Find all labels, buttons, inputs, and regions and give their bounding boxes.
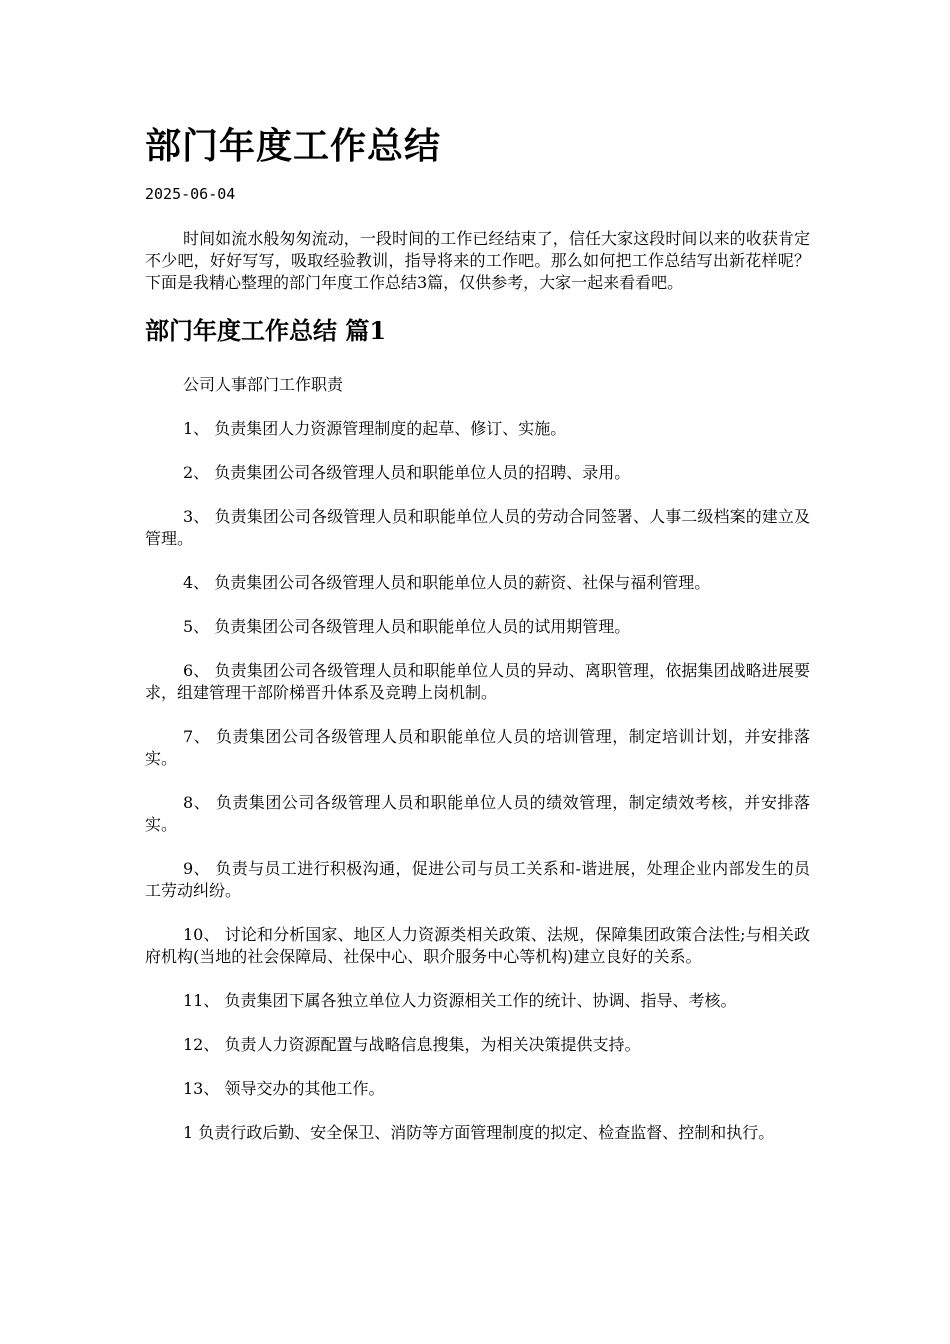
duty-item-10: 10、 讨论和分析国家、地区人力资源类相关政策、法规，保障集团政策合法性;与相关政府机构(当地的社会保障局、社保中心、职介服务中心等机构)建立良好的关系。 xyxy=(145,925,810,966)
document-title: 部门年度工作总结 xyxy=(145,125,442,167)
duty-item-1: 1、 负责集团人力资源管理制度的起草、修订、实施。 xyxy=(183,419,567,438)
publish-date: 2025-06-04 xyxy=(145,185,236,203)
document-body xyxy=(145,228,810,1166)
duty-item-3: 3、 负责集团公司各级管理人员和职能单位人员的劳动合同签署、人事二级档案的建立及管理。 xyxy=(145,507,810,548)
duty-item-4: 4、 负责集团公司各级管理人员和职能单位人员的薪资、社保与福利管理。 xyxy=(183,573,711,592)
duty-item-11: 11、 负责集团下属各独立单位人力资源相关工作的统计、协调、指导、考核。 xyxy=(183,991,737,1010)
subtitle-paragraph: 公司人事部门工作职责 xyxy=(183,375,344,394)
duty-item-9: 9、 负责与员工进行积极沟通，促进公司与员工关系和-谐进展，处理企业内部发生的员工劳动纠纷。 xyxy=(145,859,810,900)
admin-duty-item-1: 1 负责行政后勤、安全保卫、消防等方面管理制度的拟定、检查监督、控制和执行。 xyxy=(183,1123,775,1142)
duty-item-13: 13、 领导交办的其他工作。 xyxy=(183,1079,385,1098)
duty-item-7: 7、 负责集团公司各级管理人员和职能单位人员的培训管理，制定培训计划，并安排落实。 xyxy=(145,727,810,768)
intro-paragraph: 时间如流水般匆匆流动，一段时间的工作已经结束了，信任大家这段时间以来的收获肯定不少吧，好好写写，吸取经验教训，指导将来的工作吧。那么如何把工作总结写出新花样呢？下面是我精心整理的部门年度工作总结3篇，仅供参考，大家一起来看看吧。 xyxy=(145,229,810,292)
duty-item-6: 6、 负责集团公司各级管理人员和职能单位人员的异动、离职管理，依据集团战略进展要求，组建管理干部阶梯晋升体系及竞聘上岗机制。 xyxy=(145,661,810,702)
section-heading: 部门年度工作总结 篇1 xyxy=(145,316,387,345)
duty-item-8: 8、 负责集团公司各级管理人员和职能单位人员的绩效管理，制定绩效考核，并安排落实。 xyxy=(145,793,810,834)
duty-item-12: 12、 负责人力资源配置与战略信息搜集，为相关决策提供支持。 xyxy=(183,1035,641,1054)
duty-item-5: 5、 负责集团公司各级管理人员和职能单位人员的试用期管理。 xyxy=(183,617,631,636)
duty-item-2: 2、 负责集团公司各级管理人员和职能单位人员的招聘、录用。 xyxy=(183,463,631,482)
